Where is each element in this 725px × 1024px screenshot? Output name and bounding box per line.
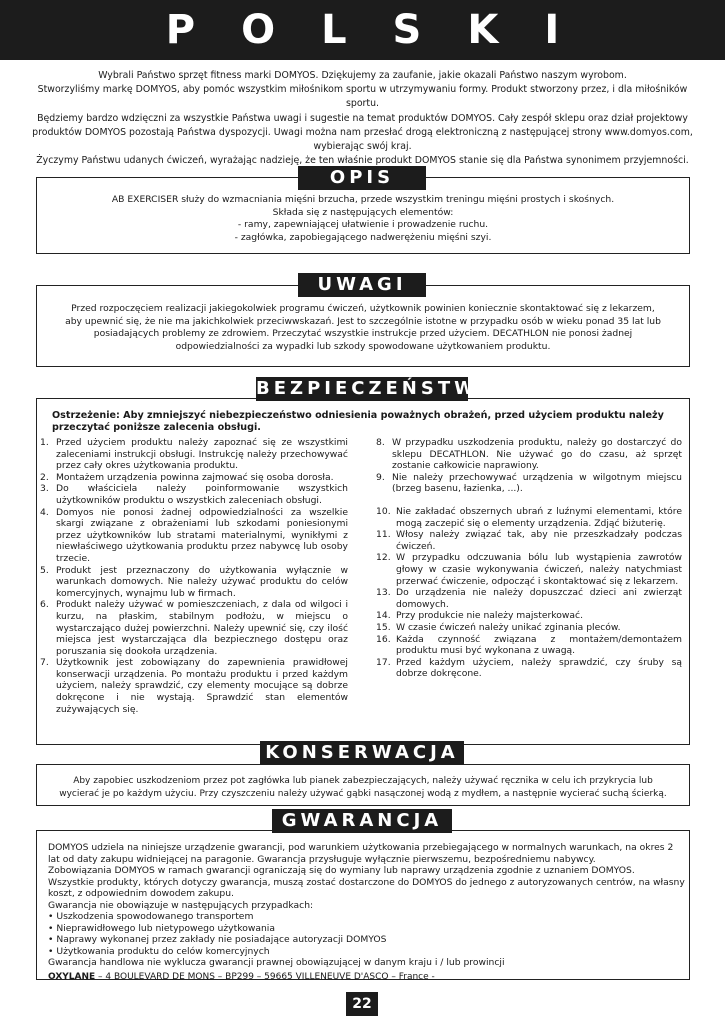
- page-number: 22: [346, 992, 378, 1016]
- uwagi-line: Przed rozpoczęciem realizacji jakiegokolwiek programu ćwiczeń, użytkownik powinien koniecznie skontaktować się z lekarzem,: [71, 303, 655, 314]
- opis-heading: OPIS: [298, 166, 426, 190]
- list-item: 8. W przypadku uszkodzenia produktu, należy go dostarczyć do sklepu DECATHLON. Nie używać go do czasu, aż sprzęt zostanie całkowicie naprawiony.: [376, 437, 682, 472]
- footer-address: [48, 972, 435, 983]
- intro-line: Będziemy bardzo wdzięczni za wszystkie Państwa uwagi i sugestie na temat produktów DOMYOS. Cały zespół sklepu oraz dział projektowy: [37, 112, 688, 124]
- list-item: 13. Do urządzenia nie należy dopuszczać dzieci ani zwierząt domowych.: [376, 587, 682, 610]
- opis-line: AB EXERCISER służy do wzmacniania mięśni brzucha, przede wszystkim treningu mięśni prostych i skośnych.: [111, 194, 615, 205]
- list-item: 3. Do właściciela należy poinformowanie wszystkich użytkowników produktu o wszystkich zaleceniach obsługi.: [40, 483, 348, 506]
- konserwacja-box: [36, 764, 690, 806]
- footer-address-text: – 4 BOULEVARD DE MONS – BP299 – 59665 VILLENEUVE D'ASCQ – France -: [95, 972, 435, 982]
- footer-brand: OXYLANE: [48, 972, 96, 982]
- intro-text: [20, 69, 705, 168]
- intro-line: Stworzyliśmy markę DOMYOS, aby pomóc wszystkim miłośnikom sportu w utrzymywaniu formy. Produkt stworzony przez, i dla miłośników sportu.: [37, 84, 688, 110]
- gwarancja-line: lat od daty zakupu widniejącej na paragonie. Gwarancja przysługuje wyłącznie pierwszemu, bezpośredniemu nabywcy.: [48, 853, 596, 865]
- gwarancja-line: DOMYOS udziela na niniejsze urządzenie gwarancji, pod warunkiem użytkowania przebiegającego w normalnych warunkach, na okres 2: [48, 842, 674, 853]
- gwarancja-line: • Użytkowania produktu do celów komercyjnych: [48, 945, 270, 957]
- konserwacja-heading: KONSERWACJA: [260, 741, 464, 765]
- list-item: 11. Włosy należy związać tak, aby nie przeszkadzały podczas ćwiczeń.: [376, 529, 682, 552]
- safety-warning: Ostrzeżenie: Aby zmniejszyć niebezpieczeństwo odniesienia poważnych obrażeń, przed użyciem produktu należy przeczytać poniższe zalecenia obsługi.: [52, 410, 664, 433]
- uwagi-heading: UWAGI: [298, 273, 426, 297]
- intro-line: Życzymy Państwu udanych ćwiczeń, wyrażając nadzieję, że ten właśnie produkt DOMYOS stanie się dla Państwa synonimem przyjemności.: [36, 155, 689, 167]
- list-item: 2. Montażem urządzenia powinna zajmować się osoba dorosła.: [40, 471, 334, 483]
- gwarancja-line: • Nieprawidłowego lub nietypowego użytkowania: [48, 922, 275, 934]
- intro-line: Wybrali Państwo sprzęt fitness marki DOMYOS. Dziękujemy za zaufanie, jakie okazali Państwo naszym wyrobom.: [98, 70, 627, 81]
- list-item: 1. Przed użyciem produktu należy zapoznać się ze wszystkimi zaleceniami instrukcji obsługi. Instrukcję należy przechowywać przez cały okres użytkowania produktu.: [40, 437, 348, 472]
- gwarancja-line: koszt, z odpowiednim dowodem zakupu.: [48, 888, 234, 899]
- list-item: 6. Produkt należy używać w pomieszczeniach, z dala od wilgoci i kurzu, na płaskim, stabilnym podłożu, w miejscu o wystarczająco dużej powierzchni. Należy upewnić się, czy ilość miejsca jest wystarczająca dla bezpiecznego dostępu oraz poruszania się dookoła urządzenia.: [40, 599, 348, 657]
- list-item: 5. Produkt jest przeznaczony do użytkowania wyłącznie w warunkach domowych. Nie należy używać produktu do celów komercyjnych, wynajmu lub w firmach.: [40, 564, 348, 599]
- gwarancja-line: Zobowiązania DOMYOS w ramach gwarancji ograniczają się do wymiany lub naprawy urządzenia zgodnie z uznaniem DOMYOS.: [48, 865, 635, 876]
- intro-line: produktów DOMYOS pozostają Państwa dyspozycji. Uwagi można nam przesłać drogą elektroniczną z następującej strony www.domyos.com,: [32, 126, 693, 138]
- uwagi-line: posiadających problemy ze zdrowiem. Przeczytać wszystkie instrukcje przed użyciem. DECATHLON nie ponosi żadnej: [93, 328, 633, 340]
- opis-line: Składa się z następujących elementów:: [272, 206, 454, 218]
- list-item: 7. Użytkownik jest zobowiązany do zapewnienia prawidłowej konserwacji urządzenia. Po montażu produktu i przed każdym użyciem, należy sprawdzić, czy elementy mocujące są dobrze dokręcone i nie wystają. Sprawdzić stan elementów zużywających się.: [40, 657, 348, 715]
- language-title: POLSKI: [165, 7, 606, 53]
- list-item: 17. Przed każdym użyciem, należy sprawdzić, czy śruby są dobrze dokręcone.: [376, 656, 682, 680]
- list-item: 15. W czasie ćwiczeń należy unikać zginania pleców.: [376, 621, 621, 633]
- list-item: 10. Nie zakładać obszernych ubrań z luźnymi elementami, które mogą zaczepić się o elementy urządzenia. Zdjąć biżuterię.: [376, 505, 682, 529]
- uwagi-box: [36, 285, 690, 367]
- uwagi-text: [37, 303, 689, 353]
- konserwacja-line: Aby zapobiec uszkodzeniom przez pot zagłówka lub pianek zabezpieczających, należy używać ręcznika w celu ich przykrycia lub: [73, 776, 653, 786]
- gwarancja-heading: GWARANCJA: [272, 809, 452, 833]
- list-item: 9. Nie należy przechowywać urządzenia w wilgotnym miejscu (brzeg basenu, łazienka, ...).: [376, 471, 682, 495]
- gwarancja-line: • Naprawy wykonanej przez zakłady nie posiadające autoryzacji DOMYOS: [48, 934, 387, 945]
- gwarancja-line: • Uszkodzenia spowodowanego transportem: [48, 911, 254, 922]
- konserwacja-text: [37, 775, 689, 800]
- list-item: 12. W przypadku odczuwania bólu lub wystąpienia zawrotów głowy w czasie wykonywania ćwiczeń, należy natychmiast przerwać ćwiczenie, odpocząć i skontaktować się z lekarzem.: [376, 552, 682, 587]
- gwarancja-text: [48, 842, 688, 969]
- uwagi-line: aby upewnić się, że nie ma jakichkolwiek przeciwwskazań. Jest to szczególnie istotne w przypadku osób w wieku ponad 35 lat lub: [65, 315, 661, 327]
- opis-text: [37, 194, 689, 244]
- gwarancja-line: Gwarancja nie obowiązuje w następujących przypadkach:: [48, 899, 314, 911]
- safety-list-left: [40, 437, 348, 715]
- gwarancja-line: Wszystkie produkty, których dotyczy gwarancja, muszą zostać dostarczone do DOMYOS do jednego z autoryzowanych centrów, na własny: [48, 876, 685, 888]
- konserwacja-line: wycierać je po każdym użyciu. Przy czyszczeniu należy używać gąbki nasączonej wodą z mydłem, a następnie wycierać suchą ścierką.: [59, 788, 667, 799]
- list-item: 16. Każda czynność związana z montażem/demontażem produktu musi być wykonana z uwagą.: [376, 633, 682, 657]
- opis-line: - zagłówka, zapobiegającego nadwerężeniu mięśni szyi.: [234, 231, 492, 243]
- intro-line: wybierając swój kraj.: [313, 141, 412, 153]
- list-item: 14. Przy produkcie nie należy majsterkować.: [376, 610, 583, 622]
- page-header: [0, 0, 725, 60]
- opis-line: - ramy, zapewniającej ułatwienie i prowadzenie ruchu.: [237, 219, 489, 231]
- bezpieczenstwo-heading: BEZPIECZEŃSTWO: [256, 378, 498, 399]
- safety-list-right: [376, 437, 682, 680]
- gwarancja-line: Gwarancja handlowa nie wyklucza gwarancji prawnej obowiązującej w danym kraju i / lub prowincji: [48, 957, 505, 968]
- list-item: 4. Domyos nie ponosi żadnej odpowiedzialności za wszelkie skargi związane z obrażeniami lub szkodami poniesionymi przez użytkowników lub stratami materialnymi, wynikłymi z niewłaściwego użytkowania produktu przez nabywcę lub osoby trzecie.: [40, 506, 348, 564]
- uwagi-line: odpowiedzialności za wypadki lub szkody spowodowane użytkowaniem produktu.: [175, 340, 551, 352]
